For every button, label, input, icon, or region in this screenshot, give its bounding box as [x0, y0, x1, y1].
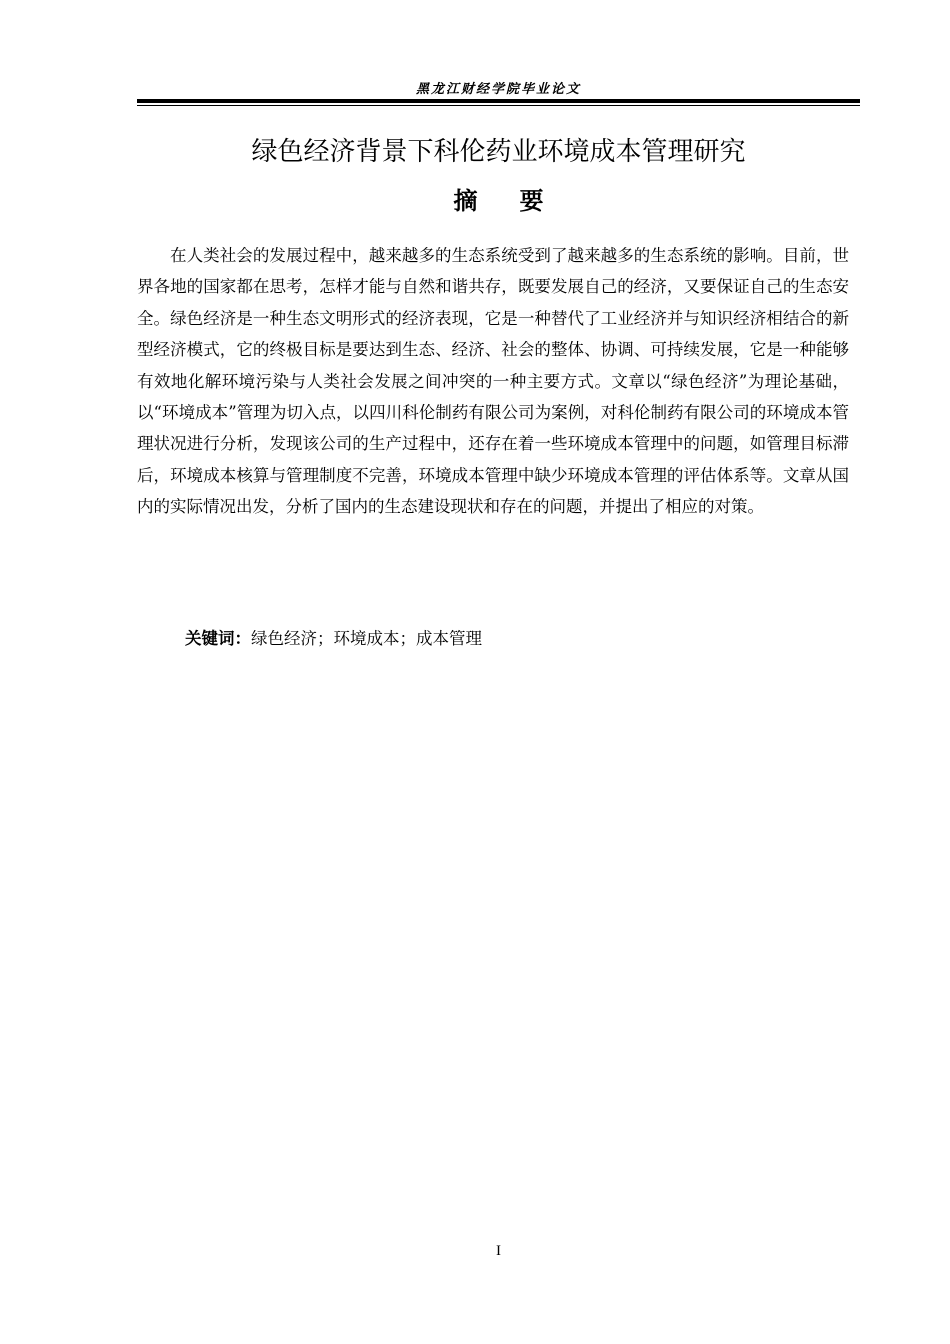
running-header: 黑龙江财经学院毕业论文 — [415, 82, 581, 97]
paper-title: 绿色经济背景下科伦药业环境成本管理研究 — [251, 137, 746, 167]
abstract-body: 在人类社会的发展过程中，越来越多的生态系统受到了越来越多的生态系统的影响。目前，世界各地的国家都在思考，怎样才能与自然和谐共存，既要发展自己的经济，又要保证自己的生态安全。绿色经济是一种生态文明形式的经济表现，它是一种替代了工业经济并与知识经济相结合的新型经济模式，它的终极目标是要达到生态、经济、社会的整体、协调、可持续发展，它是一种能够有效地化解环境污染与人类社会发展之间冲突的一种主要方式。文章以“绿色经济”为理论基础，以“环境成本”管理为切入点，以四川科伦制药有限公司为案例，对科伦制药有限公司的环境成本管理状况进行分析，发现该公司的生产过程中，还存在着一些环境成本管理中的问题，如管理目标滞后，环境成本核算与管理制度不完善，环境成本管理中缺少环境成本管理的评估体系等。文章从国内的实际情况出发，分析了国内的生态建设现状和存在的问题，并提出了相应的对策。 — [137, 246, 849, 517]
keywords-value: 绿色经济；环境成本；成本管理 — [251, 629, 482, 648]
page-number: I — [496, 1243, 501, 1259]
header-rule-thin — [137, 105, 860, 106]
header-rule-thick — [137, 99, 860, 103]
keywords-label: 关键词： — [185, 629, 251, 648]
abstract-heading: 摘要 — [453, 187, 586, 215]
keywords-line — [185, 624, 845, 654]
